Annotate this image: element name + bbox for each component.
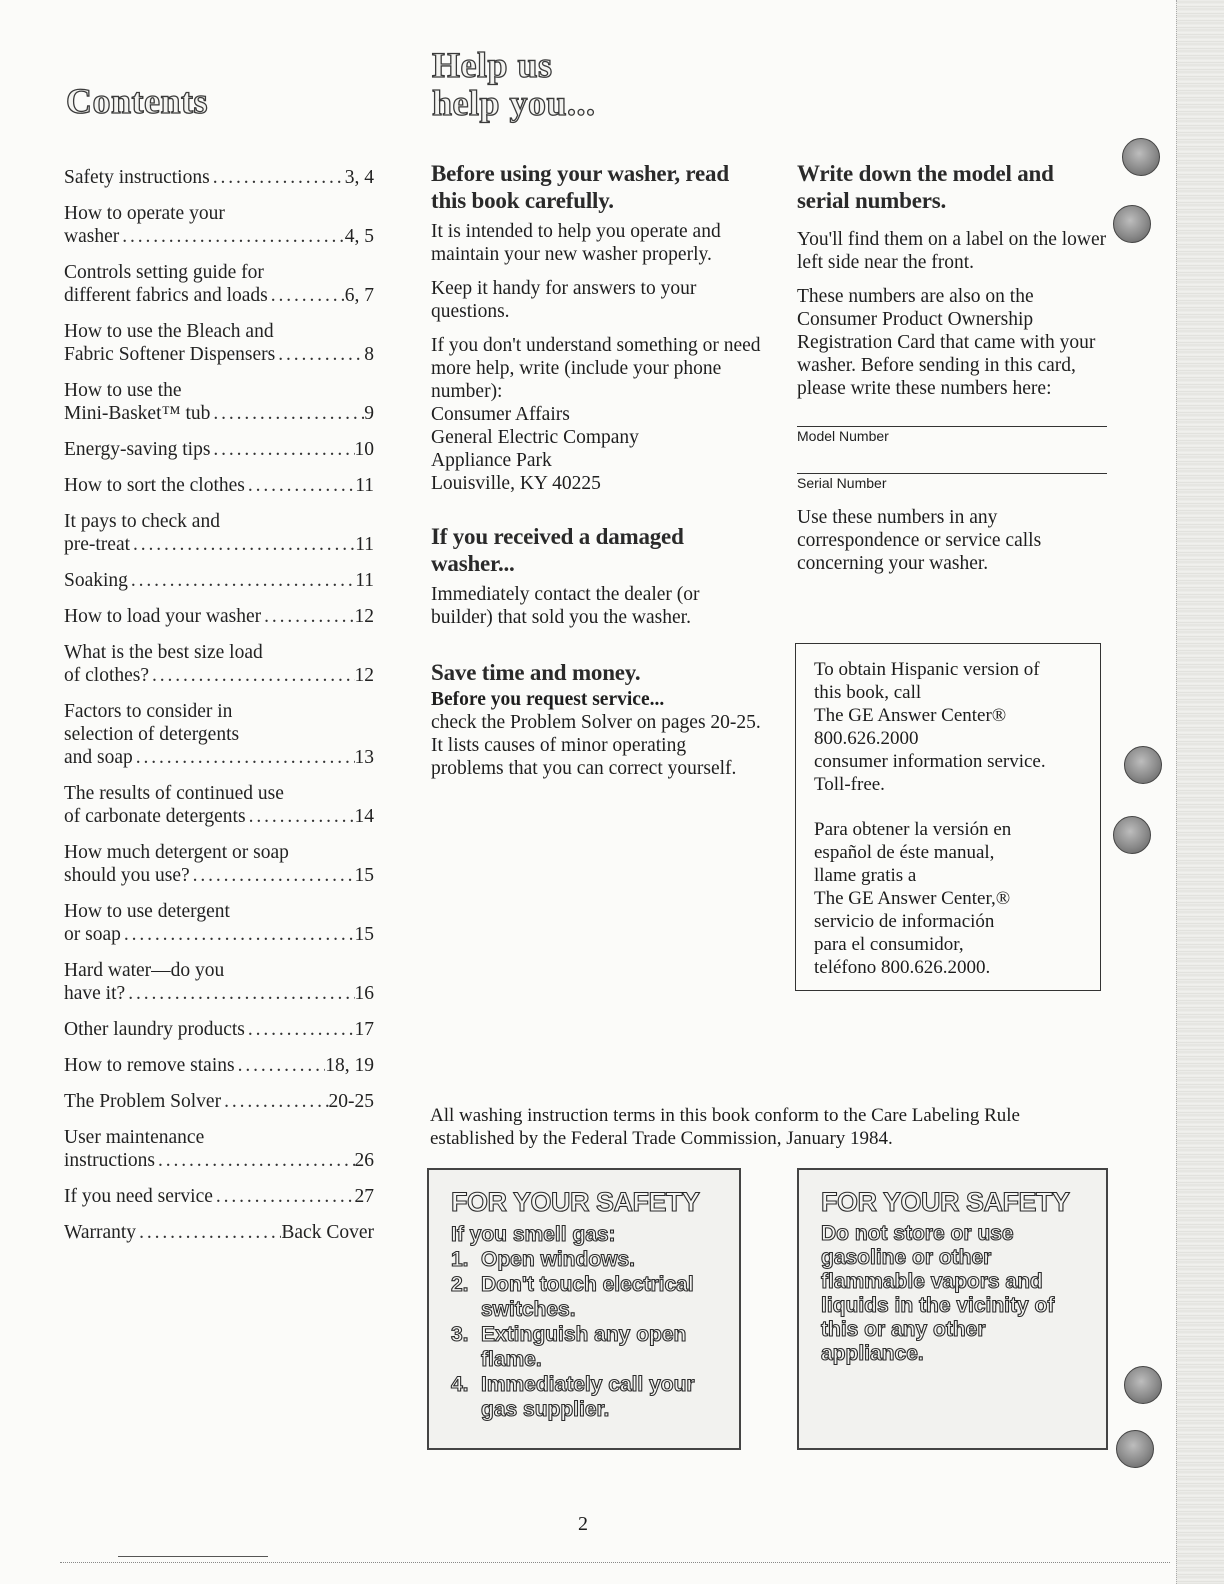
- toc-entry-line: The results of continued use: [64, 783, 284, 804]
- toc-entry-row: [64, 1090, 374, 1113]
- list-item: 2. Don't touch electrical switches.: [451, 1273, 694, 1321]
- binder-hole-icon: [1113, 816, 1151, 854]
- notice-line: this book, call: [814, 682, 922, 703]
- toc-page-number: 13: [354, 747, 374, 768]
- toc-entry-label: How to sort the clothes: [64, 475, 245, 496]
- toc-entry-line: What is the best size load: [64, 642, 263, 663]
- toc-page-number: 11: [355, 475, 374, 496]
- toc-entry-row: [64, 1221, 374, 1244]
- address-line: Consumer Affairs: [431, 404, 570, 425]
- toc-entry[interactable]: [64, 605, 374, 628]
- page-number: 2: [578, 1513, 588, 1535]
- toc-entry-line: Hard water—do you: [64, 960, 225, 981]
- serial-number-label: Serial Number: [797, 475, 887, 491]
- toc-entry-label: or soap: [64, 924, 121, 945]
- toc-page-number: 11: [355, 534, 374, 555]
- toc-entry-label: How to load your washer: [64, 606, 262, 627]
- toc-entry[interactable]: [64, 261, 374, 307]
- toc-entry[interactable]: [64, 1221, 374, 1244]
- toc-entry-label: If you need service: [64, 1186, 213, 1207]
- address-line: Louisville, KY 40225: [431, 473, 601, 494]
- toc-leader-dots: [268, 284, 345, 307]
- toc-page-number: 27: [354, 1186, 374, 1207]
- notice-line: llame gratis a: [814, 865, 917, 886]
- toc-page-number: 12: [354, 606, 374, 627]
- toc-leader-dots: [136, 1221, 281, 1244]
- toc-leader-dots: [210, 166, 345, 189]
- toc-page-number: 9: [364, 403, 374, 424]
- keep-handy-paragraph: Keep it handy for answers to your questions.: [431, 278, 697, 322]
- toc-entry-row: [64, 343, 374, 366]
- toc-entry-label: Other laundry products: [64, 1019, 245, 1040]
- toc-page-number: 16: [354, 983, 374, 1004]
- help-title-line-1: Help us: [432, 45, 553, 85]
- toc-leader-dots: [119, 225, 345, 248]
- toc-entry-row: [64, 438, 374, 461]
- notice-line: 800.626.2000: [814, 728, 919, 749]
- notice-line: servicio de información: [814, 911, 995, 932]
- toc-entry-label: How to remove stains: [64, 1055, 235, 1076]
- smell-gas-subtitle: If you smell gas:: [451, 1223, 616, 1246]
- toc-entry-line: User maintenance: [64, 1127, 205, 1148]
- toc-entry[interactable]: [64, 320, 374, 366]
- toc-leader-dots: [128, 569, 355, 592]
- toc-leader-dots: [261, 605, 354, 628]
- toc-page-number: 3, 4: [344, 167, 374, 188]
- toc-entry-row: [64, 605, 374, 628]
- toc-entry-line: It pays to check and: [64, 511, 220, 532]
- label-location-paragraph: You'll find them on a label on the lower left side near the front.: [797, 229, 1107, 273]
- toc-leader-dots: [133, 746, 355, 769]
- right-column: [797, 160, 1107, 586]
- toc-entry-label: Mini-Basket™ tub: [64, 403, 211, 424]
- binder-hole-icon: [1116, 1430, 1154, 1468]
- toc-entry-label: instructions: [64, 1150, 155, 1171]
- toc-leader-dots: [213, 1185, 355, 1208]
- toc-leader-dots: [210, 438, 354, 461]
- toc-entry[interactable]: [64, 641, 374, 687]
- model-number-label: Model Number: [797, 428, 889, 444]
- flammable-warning: Do not store or use gasoline or other flammable vapors and liquids in the vicinity of this or any other appliance.: [821, 1222, 1055, 1365]
- toc-leader-dots: [221, 1090, 328, 1113]
- help-us-title: [432, 46, 596, 122]
- divider: [118, 1556, 268, 1557]
- toc-page-number: 12: [354, 665, 374, 686]
- toc-entry-line: selection of detergents: [64, 724, 240, 745]
- toc-entry-label: of clothes?: [64, 665, 150, 686]
- toc-entry-line: How to use detergent: [64, 901, 230, 922]
- toc-page-number: 17: [354, 1019, 374, 1040]
- toc-entry[interactable]: [64, 510, 374, 556]
- gas-safety-box: [427, 1168, 741, 1450]
- toc-entry-label: and soap: [64, 747, 133, 768]
- binder-hole-icon: [1122, 138, 1160, 176]
- toc-entry-label: Fabric Softener Dispensers: [64, 344, 276, 365]
- toc-entry-line: How to operate your: [64, 203, 225, 224]
- notice-line: The GE Answer Center,®: [814, 888, 1011, 909]
- toc-entry-row: [64, 923, 374, 946]
- page-edge: [1176, 0, 1224, 1584]
- toc-entry-label: have it?: [64, 983, 126, 1004]
- mailing-address: [431, 403, 761, 495]
- toc-leader-dots: [245, 474, 355, 497]
- toc-entry-line: Controls setting guide for: [64, 262, 264, 283]
- toc-entry-label: Safety instructions: [64, 167, 210, 188]
- toc-page-number: 4, 5: [344, 226, 374, 247]
- toc-page-number: 6, 7: [344, 285, 374, 306]
- list-item: 1. Open windows.: [451, 1248, 636, 1271]
- toc-page-number: 15: [354, 865, 374, 886]
- toc-page-number: Back Cover: [281, 1222, 374, 1243]
- before-request-service: Before you request service...: [431, 689, 665, 710]
- toc-entry-label: Energy-saving tips: [64, 439, 211, 460]
- notice-line: español de éste manual,: [814, 842, 995, 863]
- before-using-heading: Before using your washer, read this book carefully.: [431, 161, 729, 213]
- table-of-contents: [64, 166, 374, 1257]
- toc-entry[interactable]: [64, 1126, 374, 1172]
- toc-entry-row: [64, 1149, 374, 1172]
- problem-solver-paragraph: check the Problem Solver on pages 20-25. It lists causes of minor operating problems that you can correct yourself.: [431, 712, 761, 779]
- damaged-washer-heading: If you received a damaged washer...: [431, 524, 684, 576]
- toc-entry[interactable]: [64, 900, 374, 946]
- toc-entry[interactable]: [64, 1018, 374, 1041]
- spanish-notice: [814, 818, 1084, 979]
- toc-leader-dots: [130, 533, 355, 556]
- toc-entry-label: of carbonate detergents: [64, 806, 246, 827]
- intended-paragraph: It is intended to help you operate and maintain your new washer properly.: [431, 221, 721, 265]
- notice-line: teléfono 800.626.2000.: [814, 957, 991, 978]
- notice-line: The GE Answer Center®: [814, 705, 1007, 726]
- toc-leader-dots: [121, 923, 355, 946]
- need-help-paragraph: If you don't understand something or need more help, write (include your phone number):: [431, 335, 761, 402]
- toc-entry[interactable]: [64, 959, 374, 1005]
- notice-line: Para obtener la versión en: [814, 819, 1012, 840]
- binder-hole-icon: [1113, 205, 1151, 243]
- safety-title: FOR YOUR SAFETY: [451, 1187, 700, 1217]
- gas-safety-steps: [451, 1247, 719, 1422]
- toc-entry-row: [64, 864, 374, 887]
- toc-entry-row: [64, 664, 374, 687]
- toc-entry-label: Warranty: [64, 1222, 137, 1243]
- toc-page-number: 18, 19: [325, 1055, 374, 1076]
- middle-column: [431, 160, 761, 791]
- toc-entry[interactable]: [64, 569, 374, 592]
- toc-entry[interactable]: [64, 1185, 374, 1208]
- address-line: General Electric Company: [431, 427, 639, 448]
- toc-entry[interactable]: [64, 379, 374, 425]
- toc-leader-dots: [155, 1149, 355, 1172]
- toc-page-number: 11: [355, 570, 374, 591]
- divider: [60, 1562, 1170, 1563]
- toc-entry[interactable]: [64, 1090, 374, 1113]
- toc-entry[interactable]: [64, 700, 374, 769]
- toc-leader-dots: [125, 982, 354, 1005]
- toc-entry-row: [64, 1185, 374, 1208]
- toc-entry-line: How much detergent or soap: [64, 842, 289, 863]
- toc-entry-label: should you use?: [64, 865, 190, 886]
- toc-page-number: 15: [354, 924, 374, 945]
- binder-hole-icon: [1124, 746, 1162, 784]
- toc-entry-line: Factors to consider in: [64, 701, 233, 722]
- english-notice: [814, 658, 1084, 796]
- toc-entry-row: [64, 225, 374, 248]
- contact-dealer-paragraph: Immediately contact the dealer (or builder) that sold you the washer.: [431, 584, 700, 628]
- toc-entry[interactable]: [64, 166, 374, 189]
- toc-entry[interactable]: [64, 841, 374, 887]
- toc-entry-line: How to use the Bleach and: [64, 321, 274, 342]
- notice-line: para el consumidor,: [814, 934, 964, 955]
- toc-leader-dots: [210, 402, 364, 425]
- toc-entry-row: [64, 474, 374, 497]
- toc-entry-row: [64, 569, 374, 592]
- toc-entry-row: [64, 746, 374, 769]
- help-title-line-2: help you...: [432, 83, 596, 123]
- contents-title: Contents: [66, 81, 209, 121]
- toc-entry-label: different fabrics and loads: [64, 285, 268, 306]
- list-item: 3. Extinguish any open flame.: [451, 1323, 687, 1371]
- toc-leader-dots: [246, 805, 355, 828]
- toc-entry-row: [64, 1018, 374, 1041]
- toc-entry-row: [64, 533, 374, 556]
- toc-page-number: 14: [354, 806, 374, 827]
- toc-entry-line: How to use the: [64, 380, 182, 401]
- write-down-heading: Write down the model and serial numbers.: [797, 161, 1054, 213]
- toc-entry[interactable]: [64, 438, 374, 461]
- toc-entry-label: Soaking: [64, 570, 128, 591]
- address-line: Appliance Park: [431, 450, 552, 471]
- care-labeling-note: All washing instruction terms in this book conform to the Care Labeling Rule established by the Federal Trade Commission, January 1984.: [430, 1105, 1020, 1149]
- toc-page-number: 8: [364, 344, 374, 365]
- toc-page-number: 10: [354, 439, 374, 460]
- use-numbers-paragraph: Use these numbers in any correspondence or service calls concerning your washer.: [797, 507, 1042, 574]
- safety-title: FOR YOUR SAFETY: [821, 1187, 1070, 1217]
- toc-entry-row: [64, 982, 374, 1005]
- binder-hole-icon: [1124, 1366, 1162, 1404]
- toc-entry[interactable]: [64, 474, 374, 497]
- toc-entry-label: The Problem Solver: [64, 1091, 222, 1112]
- notice-line: Toll-free.: [814, 774, 885, 795]
- toc-page-number: 20-25: [328, 1091, 374, 1112]
- toc-entry-row: [64, 284, 374, 307]
- toc-page-number: 26: [354, 1150, 374, 1171]
- toc-entry-row: [64, 805, 374, 828]
- notice-line: consumer information service.: [814, 751, 1046, 772]
- toc-entry-row: [64, 402, 374, 425]
- toc-entry[interactable]: [64, 202, 374, 248]
- registration-card-paragraph: These numbers are also on the Consumer Product Ownership Registration Card that came with your washer. Before sending in this card, please write these numbers here:: [797, 286, 1096, 399]
- toc-leader-dots: [275, 343, 364, 366]
- toc-entry[interactable]: [64, 1054, 374, 1077]
- hispanic-version-box: [795, 643, 1101, 991]
- toc-entry-label: pre-treat: [64, 534, 131, 555]
- toc-leader-dots: [235, 1054, 326, 1077]
- toc-leader-dots: [245, 1018, 355, 1041]
- toc-entry-label: washer: [64, 226, 120, 247]
- list-item: 4. Immediately call your gas supplier.: [451, 1373, 695, 1421]
- toc-leader-dots: [190, 864, 355, 887]
- toc-entry[interactable]: [64, 782, 374, 828]
- toc-entry-row: [64, 166, 374, 189]
- notice-line: To obtain Hispanic version of: [814, 659, 1040, 680]
- toc-entry-row: [64, 1054, 374, 1077]
- save-time-heading: Save time and money.: [431, 660, 641, 685]
- toc-leader-dots: [149, 664, 354, 687]
- flammable-safety-box: [797, 1168, 1108, 1450]
